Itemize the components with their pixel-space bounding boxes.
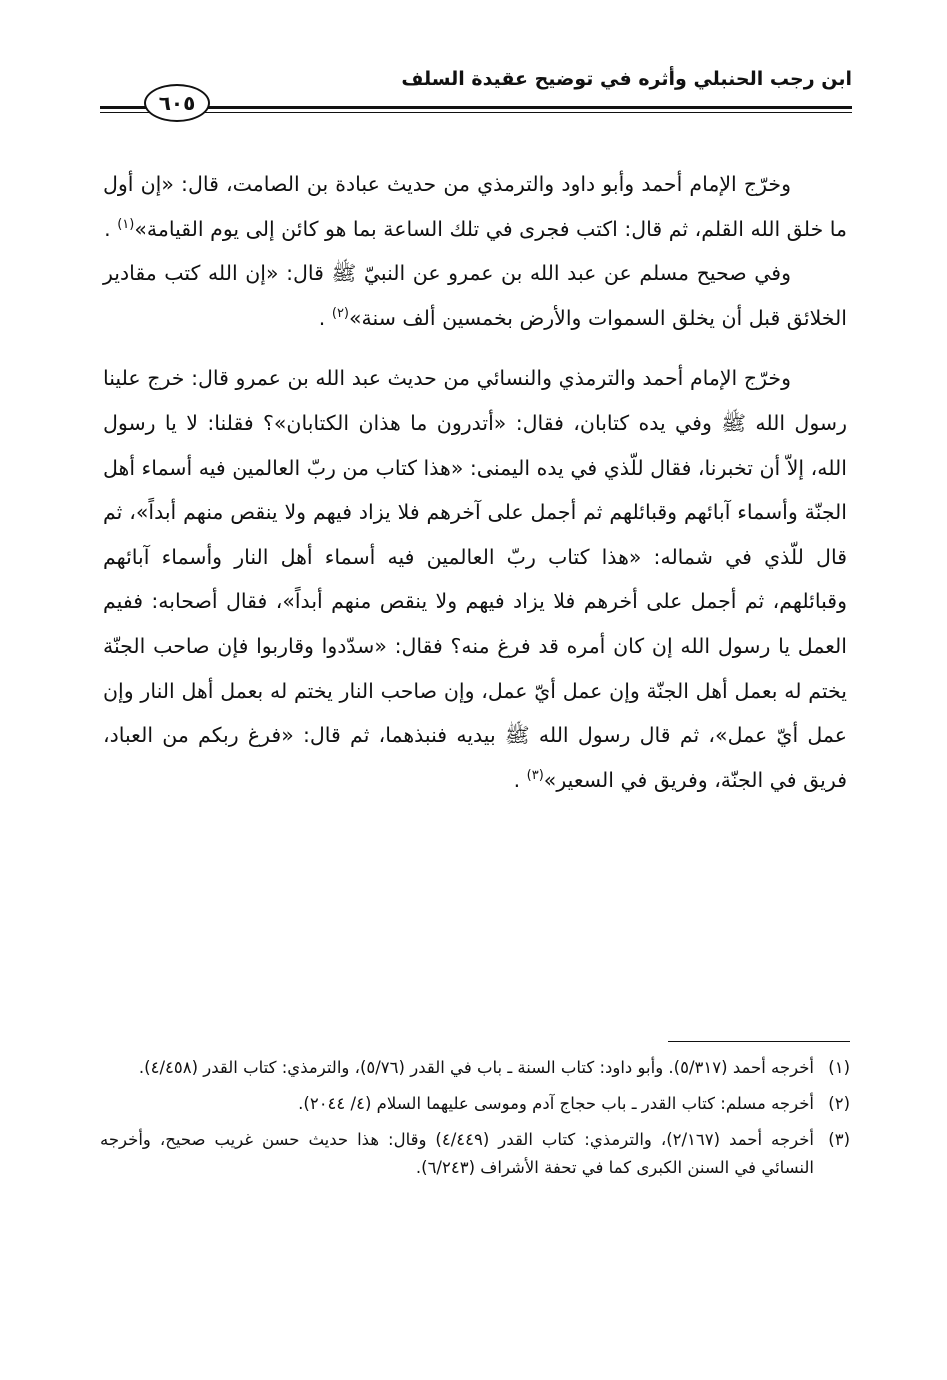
paragraph-end: . [104,216,111,241]
footnote-ref: (٣) [526,767,544,783]
paragraph [103,251,847,340]
main-text [103,162,847,802]
paragraph [103,356,847,802]
footnote-number: (١) [828,1058,850,1077]
footnote-ref: (١) [117,216,135,232]
header-rule-thin [100,112,852,113]
footnote [100,1126,850,1182]
footnote-ref: (٢) [331,305,349,321]
footnote-text: أخرجه أحمد (٥/٣١٧). وأبو داود: كتاب السنة ـ باب في القدر (٥/٧٦)، والترمذي: كتاب القدر (٤/٤٥٨). [138,1058,814,1077]
footnote-number: (٣) [828,1130,850,1149]
footnote-text: أخرجه أحمد (٢/١٦٧)، والترمذي: كتاب القدر (٤/٤٤٩) وقال: هذا حديث حسن غريب صحيح، وأخرجه النسائي في السنن الكبرى كما في تحفة الأشراف (٦/٢٤٣). [100,1130,814,1177]
footnote [100,1090,850,1118]
header-rule [100,106,852,109]
page-header [100,62,852,126]
paragraph-text: وخرّج الإمام أحمد وأبو داود والترمذي من حديث عبادة بن الصامت، قال: «إن أول ما خلق الله القلم، ثم قال: اكتب فجرى في تلك الساعة بما هو كائن إلى يوم القيامة» [103,172,847,241]
running-title: ابن رجب الحنبلي وأثره في توضيح عقيدة السلف [401,68,852,90]
paragraph-end: . [513,767,521,792]
page-number: ٦٠٥ [144,84,210,122]
paragraph-text: وخرّج الإمام أحمد والترمذي والنسائي من حديث عبد الله بن عمرو قال: خرج علينا رسول الله ﷺ وفي يده كتابان، فقال: «أتدرون ما هذان الكتابان»؟ فقلنا: لا يا رسول الله، إلاّ أن تخبرنا، فقال للّذي في يده اليمنى: «هذا كتاب من ربّ العالمين فيه أسماء أهل الجنّة وأسماء آبائهم وقبائلهم ثم أجمل على آخرهم فلا يزاد فيهم ولا ينقص منهم أبداً»، ثم قال للّذي في شماله: «هذا كتاب ربّ العالمين فيه أسماء أهل النار وأسماء آبائهم وقبائلهم، ثم أجمل على أخرهم فلا يزاد فيهم ولا ينقص منهم أبداً»، فقال أصحابه: ففيم العمل يا رسول الله إن كان أمره قد فرغ منه؟ فقال: «سدّدوا وقاربوا فإن صاحب الجنّة يختم له بعمل أهل الجنّة وإن عمل أيّ عمل، وإن صاحب النار يختم له بعمل أهل النار وإن عمل أيّ عمل»، ثم قال رسول الله ﷺ بيديه فنبذهما، ثم قال: «فرغ ربكم من العباد، فريق في الجنّة، وفريق في السعير» [103,366,847,792]
footnote [100,1054,850,1082]
paragraph-end: . [318,305,326,330]
footnote-text: أخرجه مسلم: كتاب القدر ـ باب حجاج آدم وموسى عليهما السلام (٤/ ٢٠٤٤). [298,1094,814,1113]
paragraph [103,162,847,251]
footnote-number: (٢) [828,1094,850,1113]
footnotes [100,1054,850,1190]
footnote-separator [668,1041,850,1042]
paragraph-text: وفي صحيح مسلم عن عبد الله بن عمرو عن النبيّ ﷺ قال: «إن الله كتب مقادير الخلائق قبل أن يخلق السموات والأرض بخمسين ألف سنة» [103,261,847,330]
